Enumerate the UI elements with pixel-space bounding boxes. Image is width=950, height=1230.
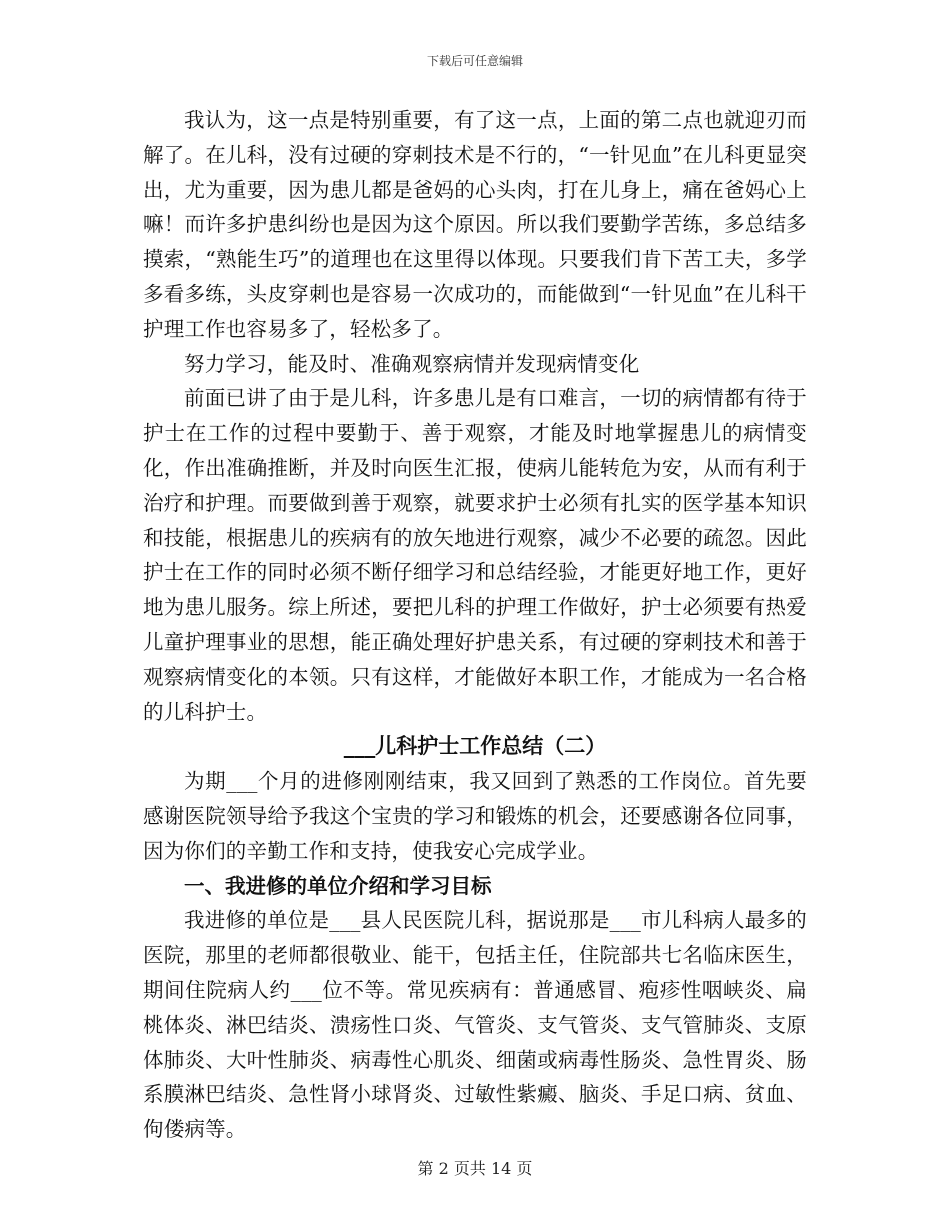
section-title: ___儿科护士工作总结（二） [343, 734, 607, 759]
subheading: 一、我进修的单位介绍和学习目标 [184, 873, 492, 898]
document-body [143, 103, 807, 1147]
page-header: 下载后可任意编辑 [426, 54, 523, 68]
paragraph: 前面已讲了由于是儿科，许多患儿是有口难言，一切的病情都有待于护士在工作的过程中要勤于、善于观察，才能及时地掌握患儿的病情变化，作出准确推断，并及时向医生汇报，使病儿能转危为安，从而有利于治疗和护理。而要做到善于观察，就要求护士必须有扎实的医学基本知识和技能，根据患儿的疾病有的放矢地进行观察，减少不必要的疏忽。因此护士在工作的同时必须不断仔细学习和总结经验，才能更好地工作，更好地为患儿服务。综上所述，要把儿科的护理工作做好，护士必须要有热爱儿童护理事业的思想，能正确处理好护患关系，有过硬的穿刺技术和善于观察病情变化的本领。只有这样，才能做好本职工作，才能成为一名合格的儿科护士。 [143, 386, 807, 724]
paragraph: 为期___个月的进修刚刚结束，我又回到了熟悉的工作岗位。首先要感谢医院领导给予我这个宝贵的学习和锻炼的机会，还要感谢各位同事，因为你们的辛勤工作和支持，使我安心完成学业。 [143, 769, 807, 863]
paragraph: 我进修的单位是___县人民医院儿科，据说那是___市儿科病人最多的医院，那里的老师都很敬业、能干，包括主任，住院部共七名临床医生，期间住院病人约___位不等。常见疾病有：普通感冒、疱疹性咽峡炎、扁桃体炎、淋巴结炎、溃疡性口炎、气管炎、支气管炎、支气管肺炎、支原体肺炎、大叶性肺炎、病毒性心肌炎、细菌或病毒性肠炎、急性胃炎、肠系膜淋巴结炎、急性肾小球肾炎、过敏性紫癜、脑炎、手足口病、贫血、佝偻病等。 [143, 908, 807, 1142]
paragraph: 我认为，这一点是特别重要，有了这一点，上面的第二点也就迎刃而解了。在儿科，没有过硬的穿刺技术是不行的，“一针见血”在儿科更显突出，尤为重要，因为患儿都是爸妈的心头肉，打在儿身上，痛在爸妈心上嘛！而许多护患纠纷也是因为这个原因。所以我们要勤学苦练，多总结多摸索，“熟能生巧”的道理也在这里得以体现。只要我们肯下苦工夫，多学多看多练，头皮穿刺也是容易一次成功的，而能做到“一针见血”在儿科干护理工作也容易多了，轻松多了。 [143, 108, 807, 341]
page-footer: 第 2 页共 14 页 [417, 1159, 533, 1178]
paragraph: 努力学习，能及时、准确观察病情并发现病情变化 [184, 351, 640, 376]
